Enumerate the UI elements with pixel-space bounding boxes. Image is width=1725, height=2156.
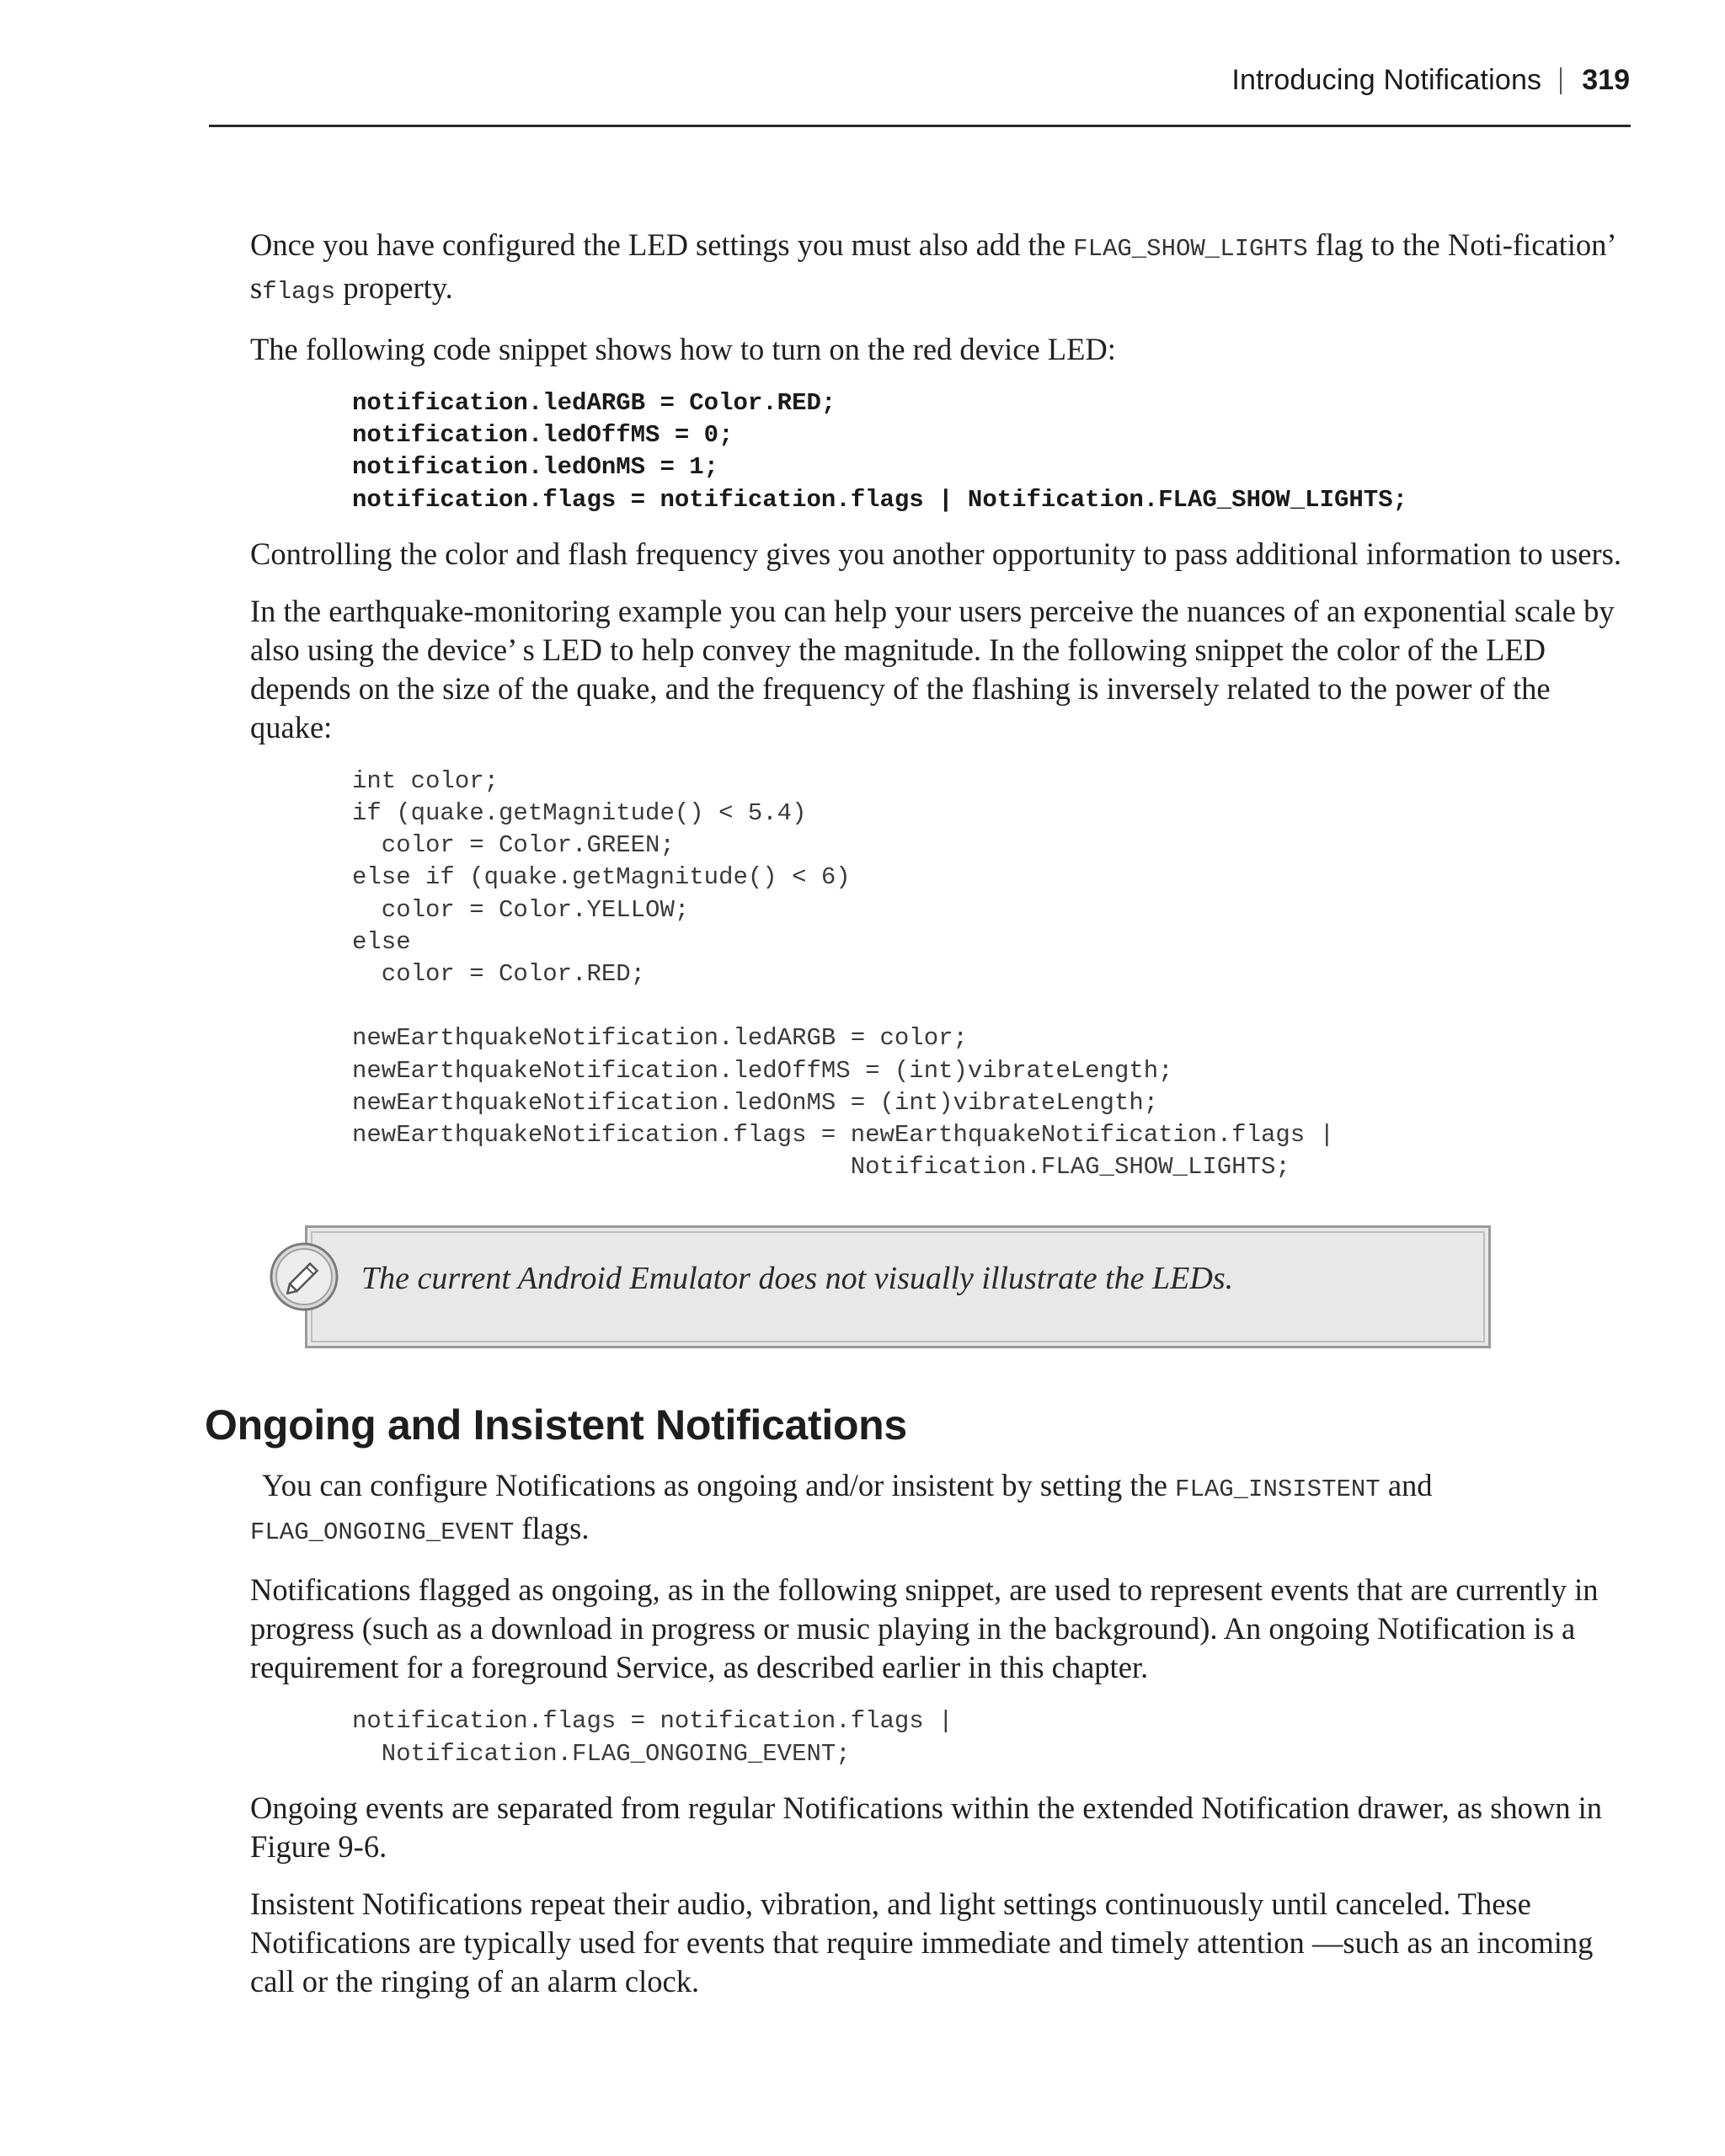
code-block-earthquake-led: int color; if (quake.getMagnitude() < 5.4) color = Color.GREEN; else if (quake.getMagnitude() < 6) color = Color.YELLOW; else color = Color.RED; newEarthquakeNotification.ledARGB = color; newEarthquakeNotification.ledOffMS = (int)vibrateLength; newEarthquakeNotification.ledOnMS = (int)vibrateLength; newEarthquakeNotification.flags = newEarthquakeNotification.flags | Notification.FLAG_SHOW_LIGHTS; — [352, 766, 1334, 1182]
running-head-separator — [1560, 67, 1562, 94]
pencil-icon — [269, 1241, 339, 1312]
code-block-red-led: notification.ledARGB = Color.RED; notification.ledOffMS = 0; notification.ledOnMS = 1; notification.flags = notification.flags | Notification.FLAG_SHOW_LIGHTS; — [352, 389, 1408, 514]
paragraph-insistent-description: Insistent Notifications repeat their audio, vibration, and light settings continuously until canceled. These Notifications are typically used for events that require immediate and timely attention —such as an incoming call or the ringing of an alarm clock. — [250, 1886, 1594, 1999]
note-text: The current Android Emulator does not visually illustrate the LEDs. — [361, 1261, 1234, 1297]
page-content — [205, 226, 1632, 2020]
inline-code-flag-insistent: FLAG_INSISTENT — [1175, 1476, 1381, 1504]
paragraph-text: and — [1380, 1468, 1433, 1503]
paragraph-color-frequency: Controlling the color and flash frequency gives you another opportunity to pass additional information to users. — [250, 536, 1621, 571]
page-number: 319 — [1582, 64, 1630, 96]
code-block-ongoing-event: notification.flags = notification.flags | Notification.FLAG_ONGOING_EVENT; — [352, 1707, 953, 1768]
paragraph-text: Once you have configured the LED settings you must also add the — [250, 227, 1074, 262]
paragraph-text: flag to the Noti-fication’ s — [250, 227, 1615, 305]
inline-code-flag-ongoing-event: FLAG_ONGOING_EVENT — [250, 1518, 515, 1547]
running-head — [1231, 64, 1630, 97]
inline-code-flags: flags — [262, 278, 336, 306]
section-heading: Ongoing and Insistent Notifications — [205, 1401, 907, 1449]
header-rule — [209, 125, 1631, 127]
running-head-title: Introducing Notifications — [1231, 64, 1542, 96]
paragraph-red-led-intro: The following code snippet shows how to turn on the red device LED: — [250, 332, 1116, 366]
note-box — [305, 1225, 1491, 1348]
paragraph-ongoing-separated: Ongoing events are separated from regular Notifications within the extended Notification drawer, as shown in Figure 9-6. — [250, 1790, 1603, 1864]
paragraph-ongoing-description: Notifications flagged as ongoing, as in the following snippet, are used to represent events that are currently in progress (such as a download in progress or music playing in the background). An ongoing Notification is a requirement for a foreground Service, as described earlier in this chapter. — [250, 1572, 1599, 1685]
paragraph-text: You can configure Notifications as ongoing and/or insistent by setting the — [262, 1468, 1176, 1503]
paragraph-text: property. — [335, 270, 453, 305]
paragraph-led-flag — [250, 226, 1632, 312]
paragraph-ongoing-insistent — [250, 1466, 1632, 1552]
inline-code-flag-show-lights: FLAG_SHOW_LIGHTS — [1073, 235, 1308, 263]
paragraph-text: flags. — [514, 1511, 590, 1546]
paragraph-earthquake-example: In the earthquake-monitoring example you can help your users perceive the nuances of an exponential scale by also using the device’ s LED to help convey the magnitude. In the following snippet the color of the LED depends on the size of the quake, and the frequency of the flashing is inversely related to the power of the quake: — [250, 593, 1615, 744]
